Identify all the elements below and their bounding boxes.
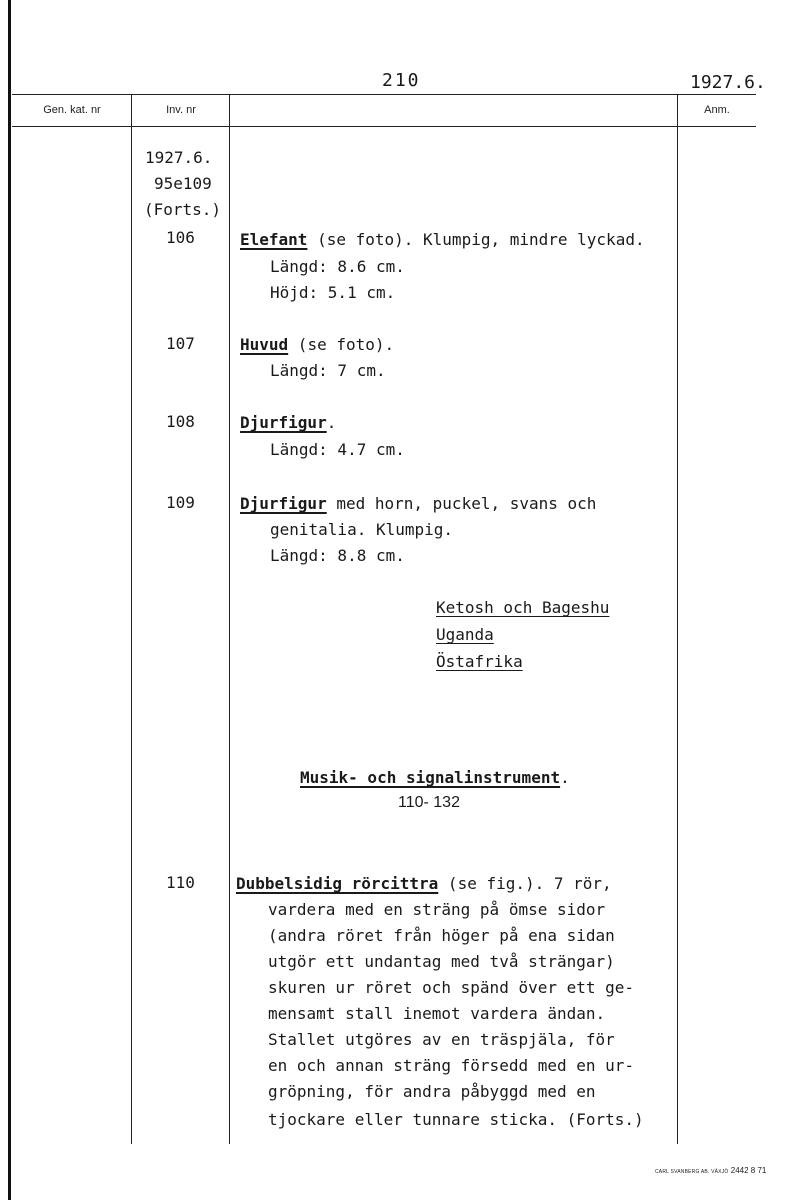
entry-title: Djurfigur <box>240 413 327 432</box>
section-heading-suffix: . <box>560 768 570 787</box>
entry-title-line <box>240 230 645 249</box>
footer-printer-mark <box>655 1166 766 1175</box>
entry-title: Djurfigur <box>240 494 327 513</box>
entry-title-rest: med horn, puckel, svans och <box>326 494 597 513</box>
entry-number: 106 <box>166 228 195 247</box>
section-range: 110- 132 <box>398 794 460 811</box>
entry-number: 107 <box>166 334 195 353</box>
entry-title-line <box>240 413 336 432</box>
section-heading-text: Musik- och signalinstrument <box>300 768 561 787</box>
entry-detail: Stallet utgöres av en träspjäla, för <box>268 1030 615 1049</box>
entry-number: 110 <box>166 873 195 892</box>
entry-detail: vardera med en sträng på ömse sidor <box>268 900 606 919</box>
entry-detail: Längd: 7 cm. <box>270 361 386 380</box>
entry-title-line <box>236 874 612 893</box>
entry-detail: en och annan sträng försedd med en ur- <box>268 1056 635 1075</box>
series-year: 1927.6. <box>145 148 213 167</box>
footer-printer: CARL SVANBERG AB. VÄXJÖ <box>655 1169 729 1175</box>
entry-title-line <box>240 335 394 354</box>
entry-title-rest: . <box>326 413 337 432</box>
column-rule-2 <box>229 94 230 1144</box>
entry-title-rest: (se fig.). 7 rör, <box>438 874 612 893</box>
origin-line: Uganda <box>436 625 494 644</box>
entry-detail: Längd: 4.7 cm. <box>270 440 405 459</box>
origin-line: Ketosh och Bageshu <box>436 598 610 617</box>
entry-title-rest: (se foto). <box>288 335 395 354</box>
entry-detail: Höjd: 5.1 cm. <box>270 283 396 302</box>
series-forts: (Forts.) <box>144 200 222 219</box>
section-heading <box>300 768 570 787</box>
page-date: 1927.6. <box>690 72 766 93</box>
binding-line <box>8 0 11 1200</box>
entry-detail: genitalia. Klumpig. <box>270 520 454 539</box>
entry-number: 109 <box>166 493 195 512</box>
page-number: 210 <box>382 70 421 91</box>
column-header-gen-kat: Gen. kat. nr <box>43 104 101 116</box>
entry-detail: skuren ur röret och spänd över ett ge- <box>268 978 635 997</box>
entry-detail: Längd: 8.6 cm. <box>270 257 405 276</box>
entry-detail: (andra röret från höger på ena sidan <box>268 926 615 945</box>
entry-title: Huvud <box>240 335 289 354</box>
entry-detail: tjockare eller tunnare sticka. (Forts.) <box>268 1110 644 1129</box>
column-header-anm: Anm. <box>704 104 730 116</box>
entry-detail: gröpning, för andra påbyggd med en <box>268 1082 596 1101</box>
header-top-rule <box>12 94 756 95</box>
entry-detail: mensamt stall inemot vardera ändan. <box>268 1004 606 1023</box>
entry-title-rest: (se foto). Klumpig, mindre lyckad. <box>307 230 645 249</box>
entry-detail: Längd: 8.8 cm. <box>270 546 405 565</box>
entry-number: 108 <box>166 412 195 431</box>
series-range: 95e109 <box>154 174 212 193</box>
footer-code: 2442 8 71 <box>730 1166 767 1175</box>
origin-line: Östafrika <box>436 652 523 671</box>
column-rule-3 <box>677 94 678 1144</box>
header-bottom-rule <box>12 126 756 127</box>
column-rule-1 <box>131 94 132 1144</box>
entry-title-line <box>240 494 596 513</box>
entry-title: Elefant <box>240 230 308 249</box>
entry-title: Dubbelsidig rörcittra <box>236 874 439 893</box>
column-header-inv: Inv. nr <box>166 104 196 116</box>
entry-detail: utgör ett undantag med två strängar) <box>268 952 615 971</box>
